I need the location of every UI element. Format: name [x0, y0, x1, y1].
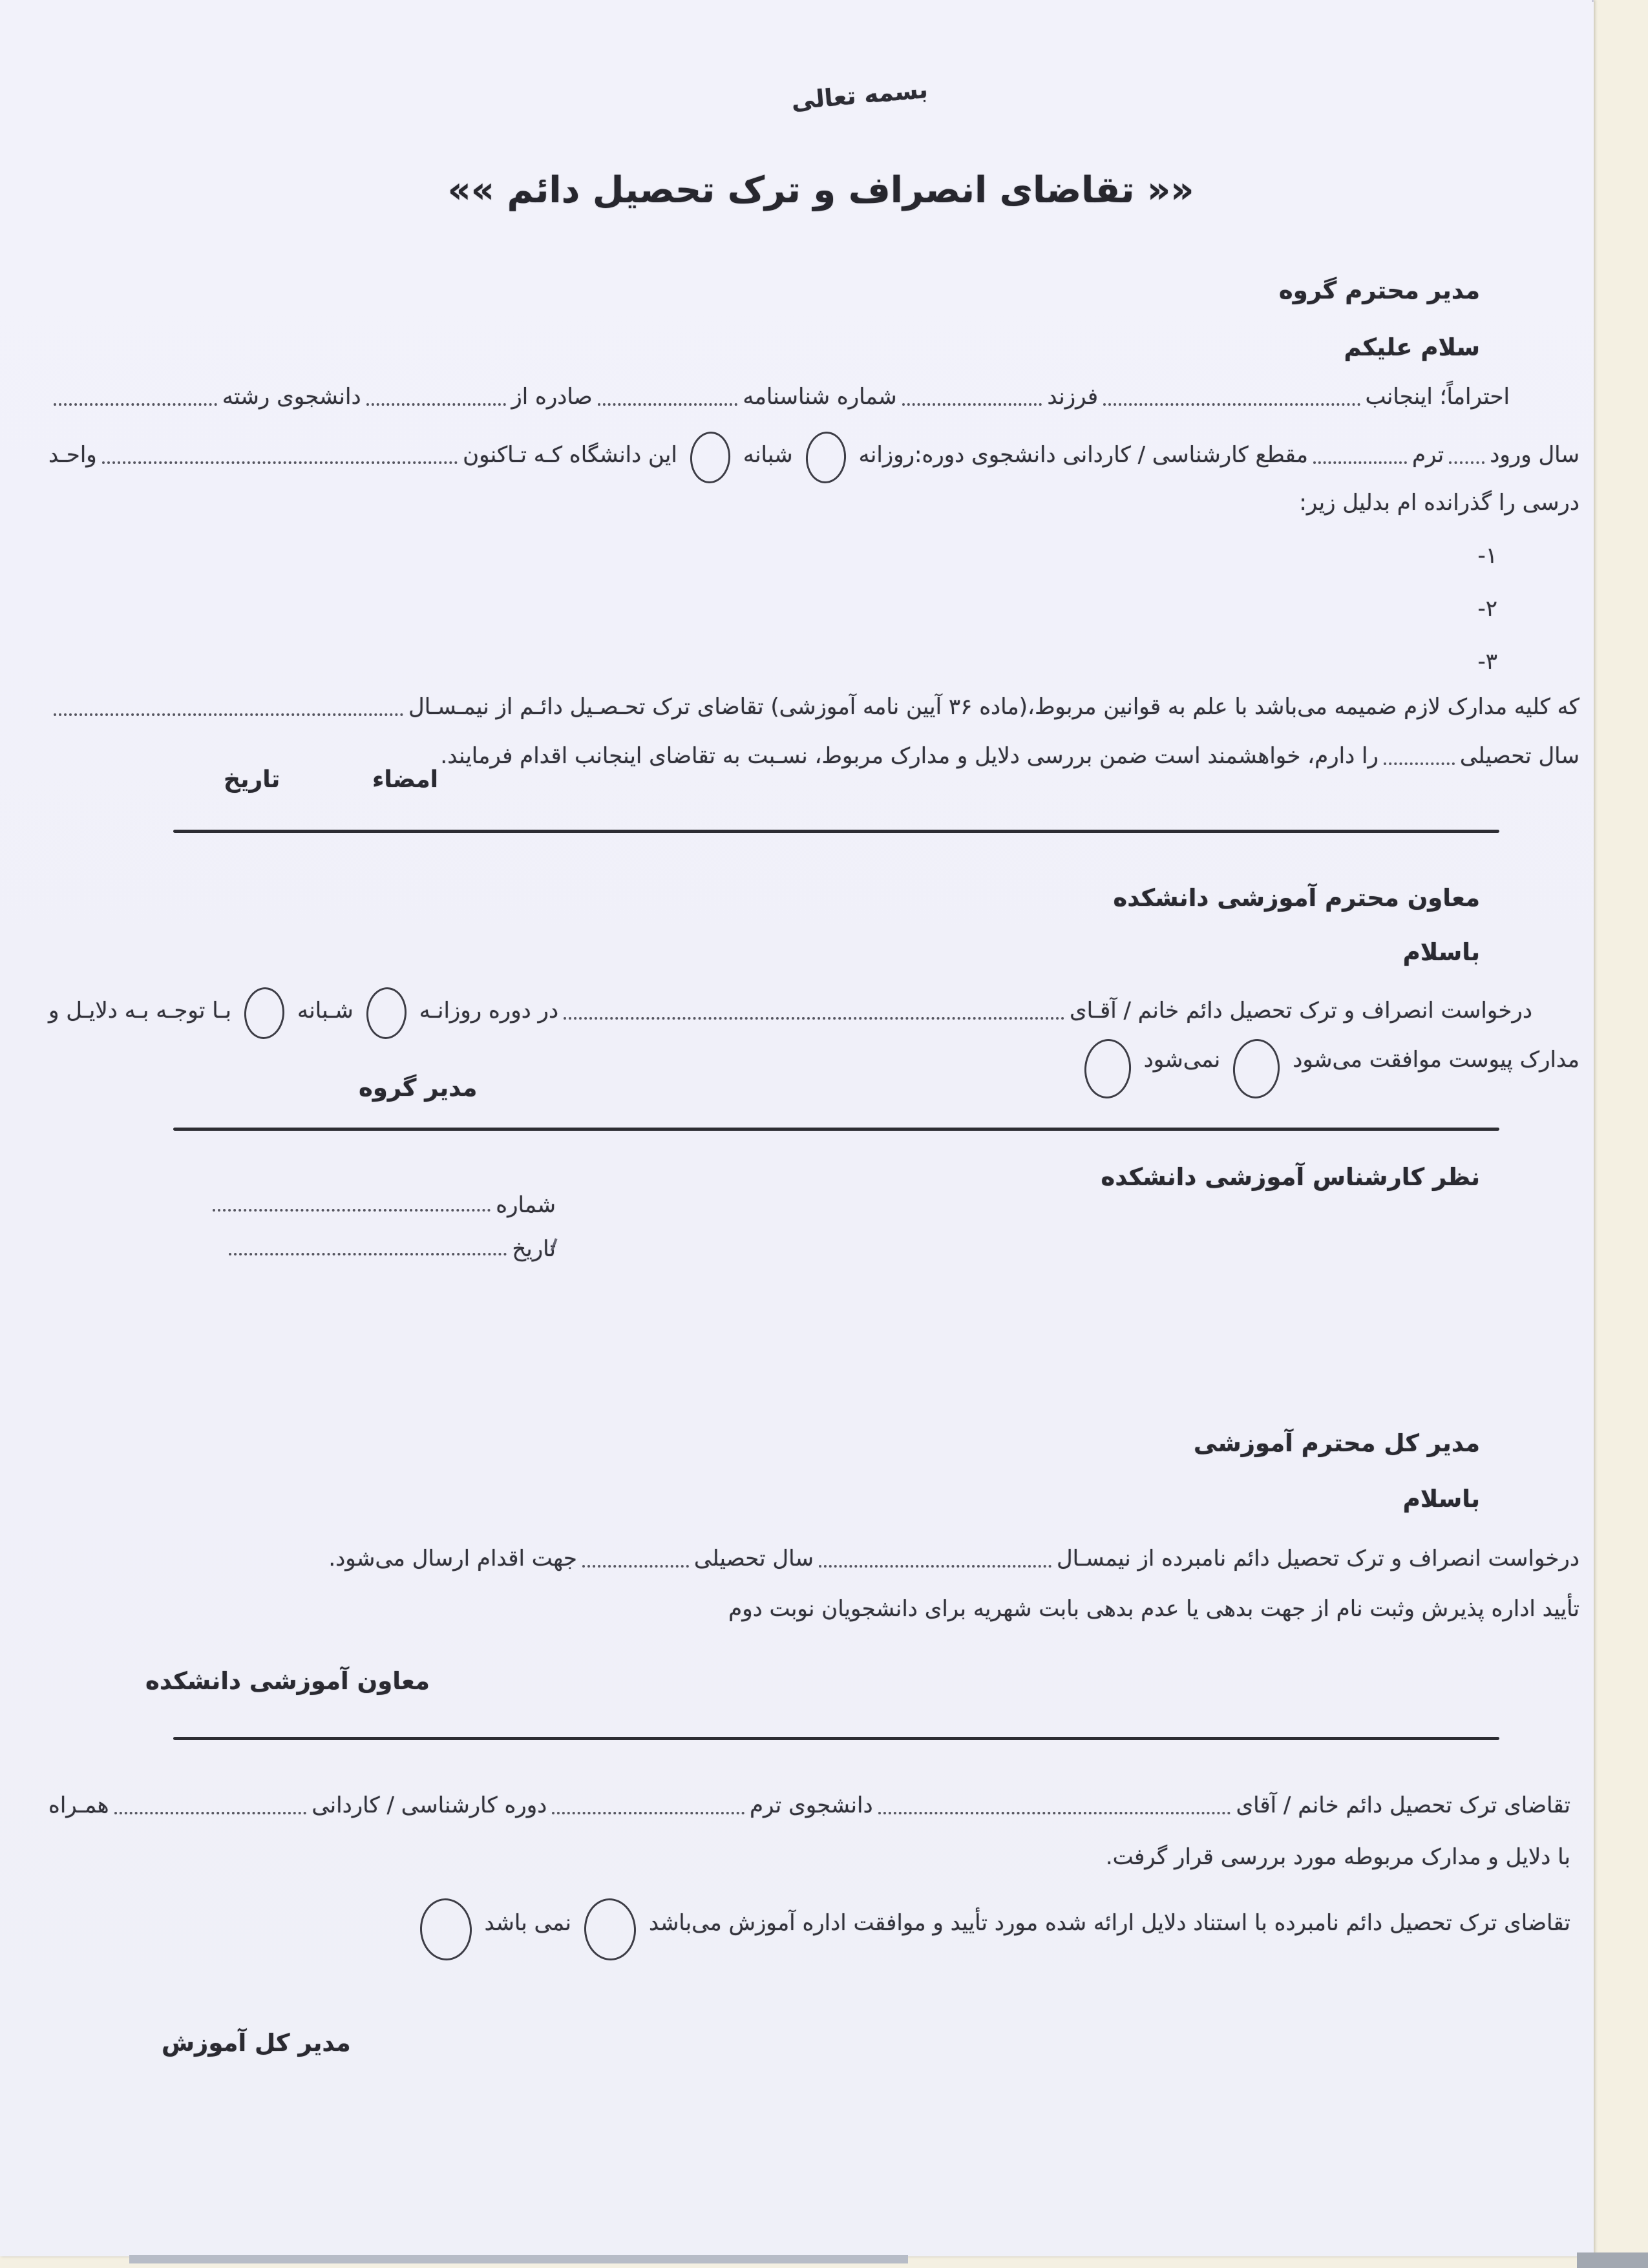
education-director-heading: مدیر کل محترم آموزشی: [1193, 1429, 1480, 1457]
number-blank[interactable]: [213, 1209, 491, 1212]
final-term-blank[interactable]: [552, 1812, 745, 1814]
date-label: تاریخ: [224, 766, 280, 793]
bismillah-text: بسمه تعالی: [790, 75, 929, 116]
withdrawal-request-of-label: درخواست انصراف و ترک تحصیل دائم خانم / آقـای: [1070, 998, 1532, 1024]
reason-2-number: ۲-: [1477, 596, 1497, 622]
greeting-salam-alaykum: سلام علیکم: [1344, 333, 1480, 361]
degree-program-day-label: مقطع کارشناسی / کاردانی دانشجوی دوره:روزانه: [858, 442, 1308, 468]
admission-office-confirmation-label: تأیید اداره پذیرش وثبت نام از جهت بدهی یا عدم بدهی بابت شهریه برای دانشجویان نوبت دوم: [728, 1596, 1579, 1622]
forward-academic-year-blank[interactable]: [582, 1565, 689, 1568]
entry-year-line: [48, 432, 1579, 470]
final-not-approved-label: نمی باشد: [484, 1910, 571, 1937]
attached-documents-line: [48, 693, 1579, 722]
final-reject-circle[interactable]: [418, 1897, 473, 1962]
reason-item-1[interactable]: [1477, 541, 1497, 571]
reviewed-line: [1106, 1843, 1570, 1873]
reject-circle[interactable]: [1082, 1038, 1132, 1100]
number-label: شماره: [496, 1192, 556, 1218]
section-divider-2: [173, 1128, 1499, 1131]
tuition-debt-line: [728, 1595, 1579, 1624]
named-student-semester-label: درخواست انصراف و ترک تحصیل دائم نامبرده از نیمسـال: [1056, 1546, 1579, 1571]
this-university-sofar-label: این دانشگاه کـه تـاکنون: [463, 442, 677, 468]
deputy-review-line: [48, 987, 1532, 1026]
attached-docs-article36-label: که کلیه مدارک لازم ضمیمه می‌باشد با علم به قوانین مربوط،(ماده ۳۶ آیین نامه آموزشی) تقاضای ترک تحـصـیل دائـم از نیمـسـال: [408, 694, 1579, 720]
respectfully-undersigned-label: احتراماً؛ اینجانب: [1365, 384, 1510, 410]
reason-3-number: ۳-: [1477, 649, 1497, 675]
group-head-signer: مدیر گروه: [359, 1074, 478, 1102]
sent-for-action-label: جهت اقدام ارسال می‌شود.: [328, 1546, 577, 1571]
approval-line: [1072, 1039, 1579, 1075]
evening-program-label: شـبانه: [297, 998, 354, 1024]
faculty-deputy-signer: معاون آموزشی دانشکده: [145, 1667, 430, 1695]
form-title: «« تقاضای انصراف و ترک تحصیل دائم »»: [447, 169, 1194, 211]
final-approved-label: تقاضای ترک تحصیل دائم نامبرده با استناد دلایل ارائه شده مورد تأیید و موافقت اداره آموزش می‌باشد: [648, 1910, 1570, 1937]
in-day-program-label: در دوره روزانـه: [419, 998, 559, 1024]
final-approve-circle[interactable]: [583, 1897, 638, 1962]
final-term-label: دانشجوی ترم: [750, 1792, 873, 1818]
request-action-label: را دارم، خواهشمند است ضمن بررسی دلایل و مدارک مربوط، نسـبت به تقاضای اینجانب اقدام فرمایند.: [440, 743, 1379, 769]
forward-request-line: [328, 1544, 1579, 1574]
semester-blank[interactable]: [54, 713, 403, 716]
passed-units-reasons-label: درسی را گذرانده ام بدلیل زیر:: [1299, 490, 1579, 516]
applicant-name-blank[interactable]: [564, 1017, 1064, 1020]
final-request-of-label: تقاضای ترک تحصیل دائم خانم / آقای: [1236, 1792, 1570, 1818]
expert-date-label: تاریخ: [512, 1236, 556, 1262]
not-approved-label: نمی‌شود: [1143, 1047, 1221, 1073]
entry-year-blank[interactable]: [1449, 461, 1484, 464]
day-program-circle[interactable]: [364, 986, 408, 1040]
reason-1-number: ۱-: [1477, 543, 1497, 569]
id-number-blank[interactable]: [598, 403, 738, 406]
reason-item-3[interactable]: [1477, 647, 1497, 677]
forward-semester-blank[interactable]: [819, 1565, 1051, 1568]
reason-item-2[interactable]: [1477, 594, 1497, 624]
father-name-label: فرزند: [1047, 384, 1099, 410]
expert-date-blank[interactable]: [229, 1253, 507, 1255]
final-student-line: [48, 1791, 1570, 1821]
issued-at-label: صادره از: [511, 384, 593, 410]
docs-reviewed-label: با دلایل و مدارک مربوطه مورد بررسی قرار گرفت.: [1105, 1844, 1570, 1870]
units-count-blank[interactable]: [102, 461, 458, 464]
final-approval-line: [407, 1898, 1570, 1938]
term-blank[interactable]: [1313, 461, 1407, 464]
group-head-heading: مدیر محترم گروه: [1278, 277, 1480, 304]
student-of-major-label: دانشجوی رشته: [222, 384, 361, 410]
final-program-blank[interactable]: [114, 1812, 307, 1814]
education-expert-heading: نظر کارشناس آموزشی دانشکده: [1101, 1163, 1480, 1191]
reasons-intro-line: [1299, 488, 1579, 518]
day-option-circle[interactable]: [804, 430, 847, 485]
academic-year-blank[interactable]: [1384, 762, 1455, 765]
approve-circle[interactable]: [1231, 1038, 1282, 1100]
evening-program-circle[interactable]: [242, 986, 286, 1040]
forward-academic-year-label: سال تحصیلی: [693, 1546, 814, 1571]
final-program-label: دوره کارشناسی / کاردانی: [312, 1792, 547, 1818]
signature-label: امضاء: [372, 766, 439, 793]
section-divider-3: [173, 1737, 1499, 1740]
student-identity-line: [48, 383, 1510, 412]
term-label: ترم: [1411, 442, 1444, 468]
together-with-label: همـراه: [48, 1792, 109, 1818]
units-label: واحـد: [48, 442, 97, 468]
scan-noise: [1592, 0, 1594, 2]
expert-number-date-fields: [174, 1192, 556, 1280]
education-director-signer: مدیر کل آموزش: [162, 2029, 351, 2057]
id-number-label: شماره شناسنامه: [743, 384, 897, 410]
greeting-basalam-2: باسلام: [1402, 1485, 1480, 1513]
scan-corner-shadow: [1577, 2252, 1648, 2268]
expert-number-row: [174, 1192, 556, 1218]
major-blank[interactable]: [54, 403, 217, 406]
father-name-blank[interactable]: [902, 403, 1042, 406]
final-applicant-name-blank[interactable]: [878, 1812, 1231, 1814]
student-name-blank[interactable]: [1103, 403, 1360, 406]
entry-year-label: سال ورود: [1490, 442, 1579, 468]
faculty-deputy-heading: معاون محترم آموزشی دانشکده: [1113, 884, 1480, 912]
evening-label: شبانه: [743, 442, 793, 468]
page-bottom-edge: [129, 2255, 908, 2263]
academic-year-label: سال تحصیلی: [1459, 743, 1579, 769]
issued-at-blank[interactable]: [366, 403, 507, 406]
expert-date-row: [174, 1236, 556, 1262]
section-divider-1: [173, 830, 1499, 833]
considering-reasons-label: بـا توجـه بـه دلایـل و: [48, 998, 232, 1024]
attached-docs-approved-label: مدارک پیوست موافقت می‌شود: [1293, 1047, 1579, 1073]
greeting-basalam-1: باسلام: [1402, 938, 1480, 966]
evening-option-circle[interactable]: [688, 430, 732, 485]
